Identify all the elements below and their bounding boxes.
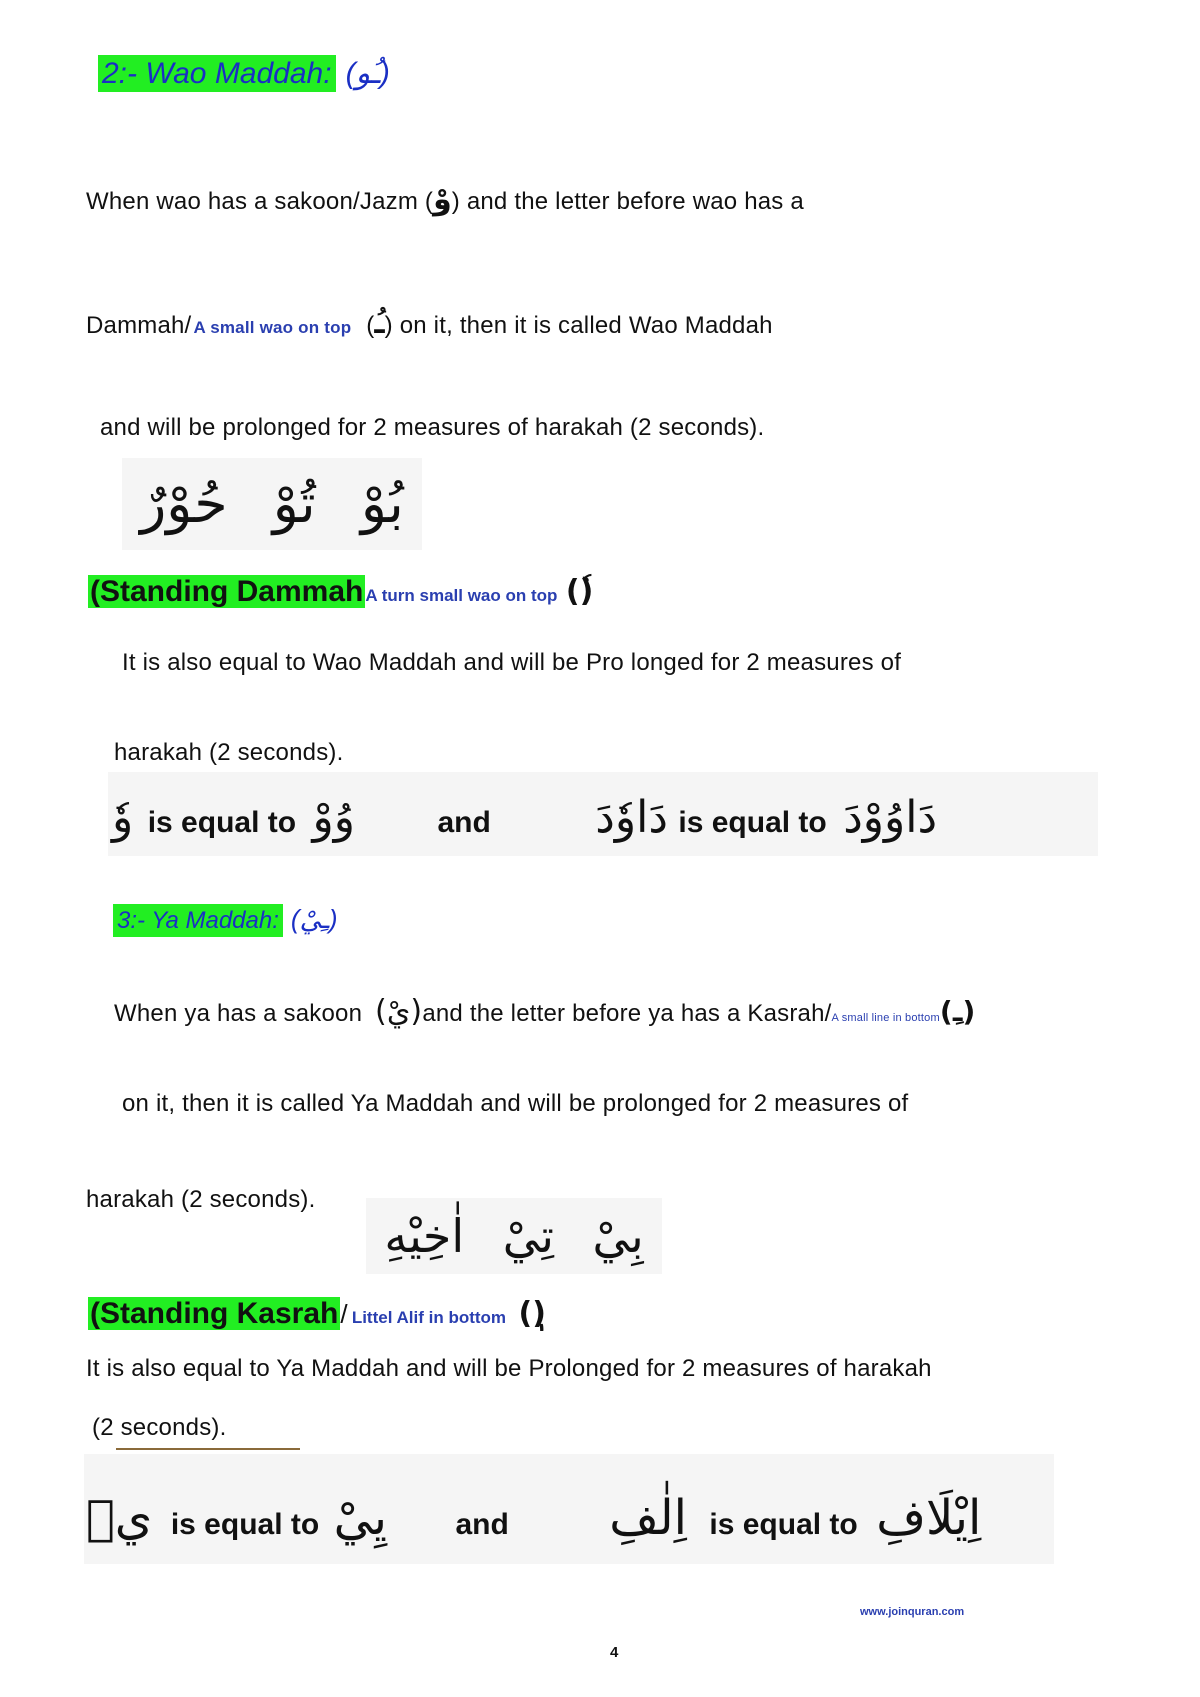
section2-line2-a: Dammah/ [86, 312, 192, 339]
standing-dammah-and: and [437, 806, 491, 839]
standing-kasrah-line2: (2 seconds). [92, 1414, 227, 1441]
section2-line1 [86, 182, 804, 217]
section2-example-image: بُوْ تُوْ حُوْرٌ [122, 458, 422, 550]
section3-heading-row [113, 904, 338, 935]
section2-heading-paren-close: ) [379, 57, 390, 90]
standing-dammah-line1: It is also equal to Wao Maddah and will be Pro longed for 2 measures of [122, 649, 902, 676]
standing-kasrah-heading: (Standing Kasrah [90, 1297, 339, 1330]
standing-kasrah-line1: It is also equal to Ya Maddah and will be Prolonged for 2 measures of harakah [86, 1355, 932, 1382]
section2-line1-b: ) and the letter before wao has a [451, 188, 804, 215]
standing-dammah-line2: harakah (2 seconds). [114, 739, 344, 766]
standing-kasrah-equation-row [86, 1470, 981, 1566]
standing-dammah-eq1-left: وٗ [112, 792, 134, 843]
section3-heading-paren-close: ) [328, 904, 338, 934]
section2-dammah-glyph: ـُ [374, 306, 385, 341]
section2-heading-row [98, 56, 390, 91]
standing-dammah-eq1-right: وُوْ [312, 792, 356, 843]
section3-sakoon-glyph: (يْ) [375, 994, 423, 1029]
footer-url: www.joinquran.com [860, 1606, 965, 1618]
section2-sakoon-glyph: وْ [433, 182, 452, 217]
section3-line2: on it, then it is called Ya Maddah and will be prolonged for 2 measures of [122, 1090, 909, 1117]
section2-line3: and will be prolonged for 2 measures of harakah (2 seconds). [100, 414, 765, 441]
standing-dammah-eq2-text: is equal to [678, 806, 827, 839]
standing-dammah-equation-row [112, 776, 937, 860]
standing-dammah-eq2-right: دَاوُوْدَ [843, 792, 938, 843]
section2-line2-paren-open: ( [366, 312, 375, 339]
standing-dammah-note: A turn small wao on top [365, 586, 558, 605]
section3-heading-paren-open: ( [290, 904, 300, 934]
standing-kasrah-eq2-right: اِيْلَافِ [876, 1490, 982, 1546]
section3-line1 [114, 994, 975, 1029]
section2-heading-glyph: ـُو [355, 56, 380, 91]
section2-line2 [86, 306, 773, 341]
section3-example-image: بِيْ تِيْ اٰخِيْهِ [366, 1198, 662, 1274]
standing-kasrah-eq2-text: is equal to [709, 1508, 858, 1541]
standing-kasrah-heading-row [88, 1296, 546, 1331]
standing-kasrah-slash: / [340, 1299, 348, 1329]
standing-kasrah-paren: (ٖ) [518, 1296, 546, 1331]
section3-line1-b: and the letter before ya has a Kasrah/ [422, 1000, 832, 1027]
standing-kasrah-eq1-left: يٖ [86, 1490, 153, 1546]
section2-heading-paren-open: ( [345, 57, 356, 90]
section2-line2-note: A small wao on top [193, 318, 352, 337]
standing-kasrah-eq1-text: is equal to [170, 1508, 320, 1541]
section3-heading-glyph: ـِيْ [299, 905, 329, 935]
section3-kasrah-glyph: (ـِ) [939, 995, 976, 1028]
standing-dammah-eq2-left: دَاوٗدَ [595, 792, 668, 843]
standing-kasrah-underline [116, 1448, 300, 1450]
page-number: 4 [610, 1644, 619, 1661]
section3-heading: 3:- Ya Maddah: [113, 904, 283, 937]
section2-heading: 2:- Wao Maddah: [98, 55, 336, 92]
standing-kasrah-and: and [455, 1508, 509, 1541]
section3-line3: harakah (2 seconds). [86, 1186, 316, 1213]
section3-line1-a: When ya has a sakoon [114, 1000, 363, 1027]
standing-dammah-heading: (Standing Dammah [90, 575, 364, 608]
section3-line1-note: A small line in bottom [831, 1012, 940, 1024]
standing-dammah-heading-row [88, 574, 593, 609]
standing-kasrah-eq2-left: اِلٰفِ [609, 1490, 687, 1546]
section2-line2-b: ) on it, then it is called Wao Maddah [384, 312, 773, 339]
standing-dammah-eq1-text: is equal to [147, 806, 297, 839]
standing-kasrah-note: Littel Alif in bottom [351, 1308, 507, 1327]
section2-line1-a: When wao has a sakoon/Jazm ( [86, 188, 434, 215]
standing-kasrah-eq1-right: يِيْ [333, 1490, 388, 1546]
standing-dammah-paren: (ٗ) [565, 574, 594, 609]
